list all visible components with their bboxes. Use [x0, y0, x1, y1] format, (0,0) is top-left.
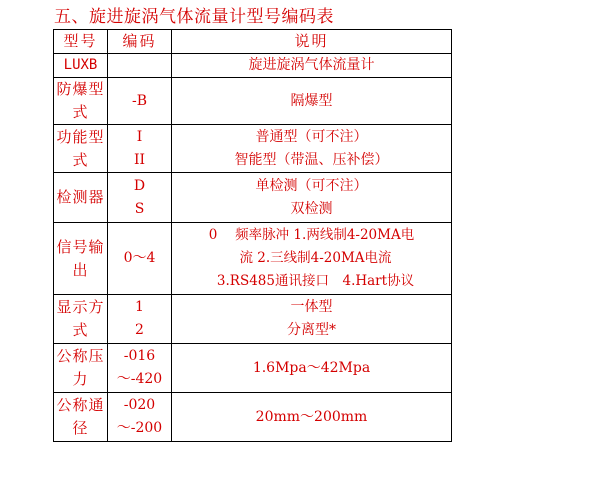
- row-desc-text: 隔爆型: [290, 92, 333, 109]
- row-desc-cell: [172, 125, 452, 173]
- row-type-text: 出: [72, 260, 89, 279]
- row-type-text: 检测器: [56, 188, 105, 206]
- row-type-text: 式: [72, 103, 89, 121]
- row-code-text: 1: [135, 299, 144, 315]
- row-code-text: S: [134, 200, 145, 217]
- row-code-text: 0～4: [123, 250, 156, 266]
- row-desc-text: 旋进旋涡气体流量计: [248, 57, 375, 73]
- row-type-text: 式: [72, 321, 89, 339]
- header-code-label: 编码: [122, 32, 157, 50]
- row-type-cell: [54, 295, 108, 344]
- row-code-text: ～-420: [116, 371, 163, 387]
- row-code-text: ～-200: [116, 420, 163, 436]
- row-desc-text: 3.RS485通讯接口 4.Hart协议: [216, 273, 415, 289]
- row-code-cell: [108, 173, 172, 223]
- table-row: [54, 78, 452, 125]
- row-desc-text: 20mm～200mm: [255, 408, 368, 425]
- row-type-text: 公称通: [56, 396, 105, 414]
- row-type-cell: [54, 393, 108, 442]
- header-type-label: 型号: [63, 32, 98, 50]
- row-type-cell: [54, 54, 108, 78]
- row-type-text: 功能型: [56, 127, 105, 146]
- header-type: [54, 30, 108, 54]
- row-type-text: 显示方: [56, 298, 105, 316]
- row-code-text: I: [136, 128, 143, 145]
- row-desc-cell: [172, 78, 452, 125]
- row-code-cell: [108, 125, 172, 173]
- row-code-cell: [108, 295, 172, 344]
- row-desc-text: 智能型（带温、压补偿）: [234, 151, 389, 168]
- table-row: [54, 125, 452, 173]
- row-type-cell: [54, 125, 108, 173]
- row-code-cell: [108, 223, 172, 295]
- row-code-cell: [108, 54, 172, 78]
- row-desc-text: 双检测: [290, 200, 333, 217]
- row-desc-text: 单检测（可不注）: [255, 177, 368, 194]
- row-code-text: -020: [123, 397, 156, 413]
- row-type-text: 公称压: [56, 347, 105, 365]
- table-row: [54, 54, 452, 78]
- row-type-text: LUXB: [63, 57, 98, 73]
- header-desc-label: 说明: [294, 32, 329, 50]
- row-desc-cell: [172, 344, 452, 393]
- row-desc-cell: [172, 223, 452, 295]
- row-type-text: 信号输: [56, 237, 105, 256]
- row-desc-text: 1.6Mpa～42Mpa: [252, 359, 371, 376]
- table-row: [54, 223, 452, 295]
- header-desc: [172, 30, 452, 54]
- row-desc-cell: [172, 295, 452, 344]
- table-row: [54, 295, 452, 344]
- page-title: 五、旋进旋涡气体流量计型号编码表: [54, 7, 334, 27]
- row-code-text: 2: [135, 322, 144, 338]
- row-code-cell: [108, 78, 172, 125]
- row-code-cell: [108, 344, 172, 393]
- row-code-text: -B: [131, 92, 148, 109]
- row-code-text: II: [133, 151, 146, 168]
- row-desc-cell: [172, 393, 452, 442]
- row-type-cell: [54, 223, 108, 295]
- row-type-cell: [54, 344, 108, 393]
- row-desc-text: 0 频率脉冲 1.两线制4-20MA电: [208, 227, 415, 243]
- table-row: [54, 173, 452, 223]
- row-code-cell: [108, 393, 172, 442]
- row-type-text: 式: [72, 150, 89, 169]
- row-type-cell: [54, 78, 108, 125]
- row-code-text: -016: [123, 348, 156, 364]
- row-type-text: 防爆型: [56, 80, 105, 98]
- row-desc-text: 流 2.三线制4-20MA电流: [239, 250, 392, 266]
- row-desc-text: 一体型: [290, 299, 333, 315]
- row-desc-cell: [172, 173, 452, 223]
- row-desc-text: 分离型*: [287, 322, 336, 338]
- row-type-cell: [54, 173, 108, 223]
- table-header-row: [54, 30, 452, 54]
- row-desc-text: 普通型（可不注）: [255, 128, 368, 145]
- row-desc-cell: [172, 54, 452, 78]
- row-type-text: 径: [72, 419, 89, 437]
- header-code: [108, 30, 172, 54]
- model-code-table: [53, 29, 452, 442]
- table-row: [54, 393, 452, 442]
- row-type-text: 力: [72, 370, 89, 388]
- row-code-text: D: [133, 177, 146, 194]
- table-row: [54, 344, 452, 393]
